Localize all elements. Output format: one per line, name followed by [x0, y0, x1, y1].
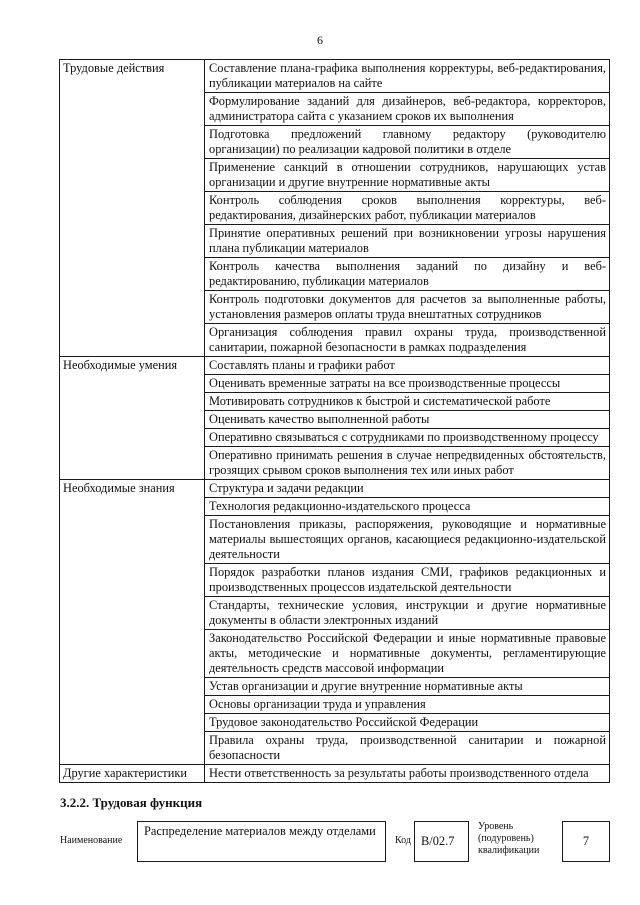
page-number: 6 — [317, 33, 323, 47]
requirements-table — [59, 59, 610, 783]
section-items-cell — [205, 765, 610, 783]
qualification-level-value: 7 — [582, 834, 590, 848]
labor-function-name-label: Наименование — [60, 835, 123, 846]
list-item: Трудовое законодательство Российской Федерации — [205, 714, 609, 732]
list-item: Постановления приказы, распоряжения, руководящие и нормативные материалы вышестоящих органов, касающиеся редакционно-издательской деятельности — [205, 516, 609, 564]
list-item: Контроль подготовки документов для расчетов за выполненные работы, установления размеров оплаты труда внештатных сотрудников — [205, 291, 609, 324]
list-item: Принятие оперативных решений при возникновении угрозы нарушения плана публикации материалов — [205, 225, 609, 258]
table-row — [60, 765, 610, 783]
list-item: Законодательство Российской Федерации и иные нормативные правовые акты, методические и нормативные документы, регламентирующие деятельность средств массовой информации — [205, 630, 609, 678]
table-row — [60, 480, 610, 765]
list-item: Организация соблюдения правил охраны труда, производственной санитарии, пожарной безопасности в рамках подразделения — [209, 325, 606, 354]
list-item: Оценивать качество выполненной работы — [205, 411, 609, 429]
list-item: Оперативно принимать решения в случае непредвиденных обстоятельств, грозящих срывом сроков выполнения тех или иных работ — [209, 448, 606, 477]
section-label: Необходимые умения — [60, 357, 205, 480]
list-item: Мотивировать сотрудников к быстрой и систематической работе — [205, 393, 609, 411]
list-item: Оценивать временные затраты на все производственные процессы — [205, 375, 609, 393]
section-label: Другие характеристики — [60, 765, 205, 783]
labor-function-name-box — [137, 821, 386, 862]
list-item: Технология редакционно-издательского процесса — [205, 498, 609, 516]
section-item-list — [205, 765, 609, 782]
list-item: Формулирование заданий для дизайнеров, веб-редактора, корректоров, администратора сайта с указанием сроков их выполнения — [205, 93, 609, 126]
list-item: Основы организации труда и управления — [205, 696, 609, 714]
labor-function-name-value: Распределение материалов между отделами — [144, 824, 376, 838]
section-item-list — [205, 480, 609, 764]
section-items-cell — [205, 357, 610, 480]
section-item-list — [205, 357, 609, 479]
labor-function-code-label: Код — [395, 835, 411, 846]
list-item: Оперативно связываться с сотрудниками по производственному процессу — [205, 429, 609, 447]
list-item: Нести ответственность за результаты работы производственного отдела — [209, 766, 589, 780]
list-item: Порядок разработки планов издания СМИ, графиков редакционных и производственных процессов издательской деятельности — [205, 564, 609, 597]
table-row — [60, 357, 610, 480]
list-item: Применение санкций в отношении сотрудников, нарушающих устав организации и другие внутренние нормативные акты — [205, 159, 609, 192]
list-item: Контроль качества выполнения заданий по дизайну и веб-редактированию, публикации материалов — [205, 258, 609, 291]
list-item: Подготовка предложений главному редактору (руководителю организации) по реализации кадровой политики в отделе — [205, 126, 609, 159]
list-item: Устав организации и другие внутренние нормативные акты — [205, 678, 609, 696]
qualification-level-box — [562, 821, 610, 862]
labor-function-code-value: В/02.7 — [421, 834, 455, 848]
list-item: Составление плана-графика выполнения корректуры, веб-редактирования, публикации материалов на сайте — [205, 60, 609, 93]
list-item: Стандарты, технические условия, инструкции и другие нормативные документы в области электронных изданий — [205, 597, 609, 630]
list-item: Правила охраны труда, производственной санитарии и пожарной безопасности — [209, 733, 606, 762]
section-items-cell — [205, 480, 610, 765]
list-item: Составлять планы и графики работ — [205, 357, 609, 375]
subsection-heading: 3.2.2. Трудовая функция — [60, 795, 203, 810]
section-items-cell — [205, 60, 610, 357]
list-item: Контроль соблюдения сроков выполнения корректуры, веб-редактирования, дизайнерских работ, публикации материалов — [205, 192, 609, 225]
list-item: Структура и задачи редакции — [205, 480, 609, 498]
section-label: Трудовые действия — [60, 60, 205, 357]
section-item-list — [205, 60, 609, 356]
qualification-level-label: Уровень (подуровень) квалификации — [478, 821, 540, 856]
section-label: Необходимые знания — [60, 480, 205, 765]
labor-function-code-box — [414, 821, 469, 862]
table-row — [60, 60, 610, 357]
